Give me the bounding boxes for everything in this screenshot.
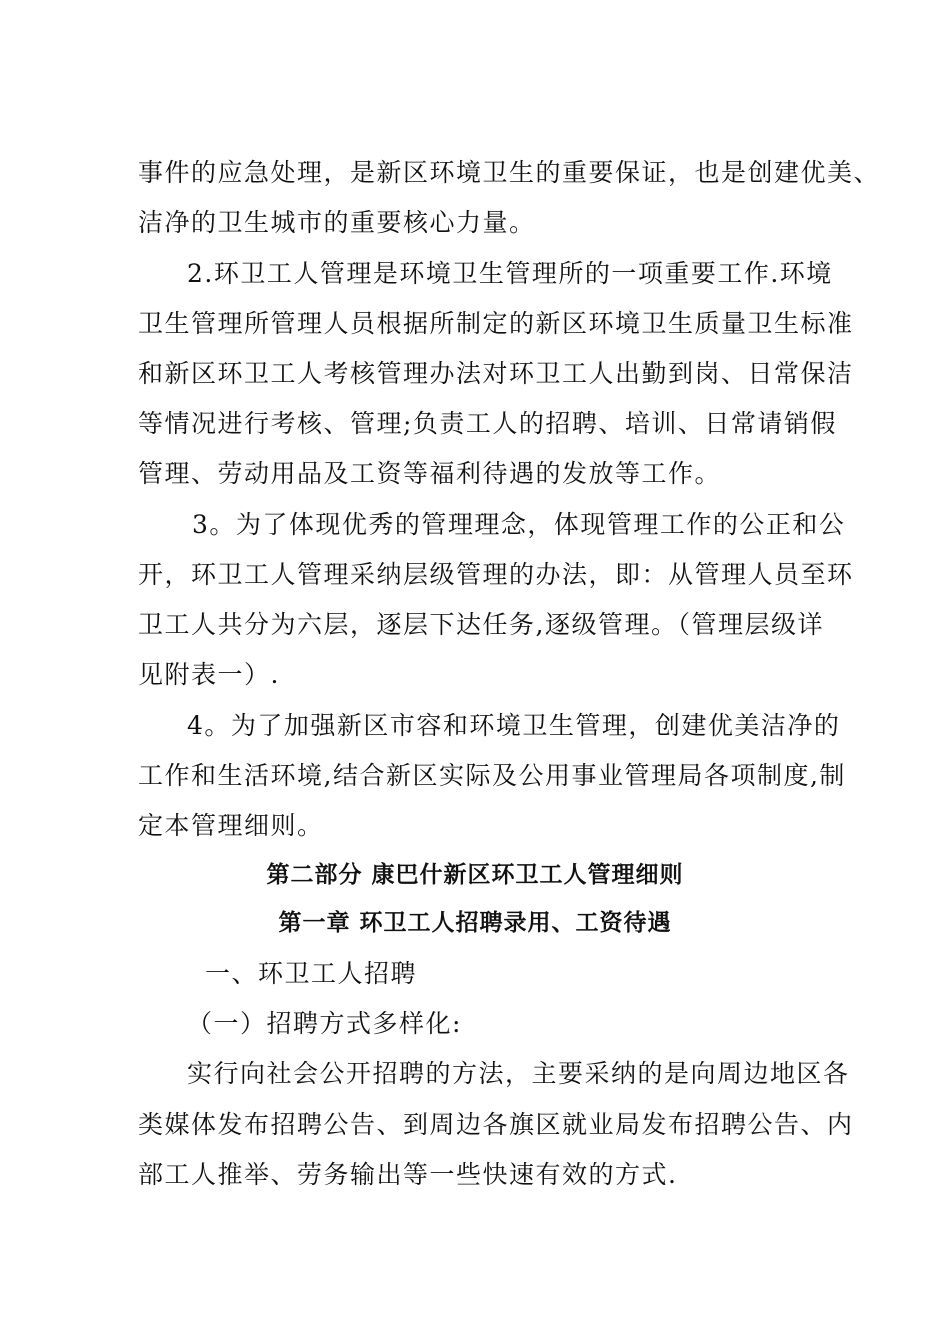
text-line: 工作和生活环境,结合新区实际及公用事业管理局各项制度,制 xyxy=(138,761,846,790)
subsection-heading: （一）招聘方式多样化: xyxy=(187,1009,462,1038)
text-line: 类媒体发布招聘公告、到周边各旗区就业局发布招聘公告、内 xyxy=(138,1110,854,1139)
text-line: 见附表一）. xyxy=(138,660,280,689)
section-heading: 一、环卫工人招聘 xyxy=(205,959,418,988)
part-heading: 第二部分 康巴什新区环卫工人管理细则 xyxy=(266,862,684,888)
text-line: 等情况进行考核、管理;负责工人的招聘、培训、日常请销假 xyxy=(138,409,837,438)
text-line: 4。为了加强新区市容和环境卫生管理，创建优美洁净的 xyxy=(187,711,841,740)
text-line: 管理、劳动用品及工资等福利待遇的发放等工作。 xyxy=(138,459,722,488)
text-line: 卫生管理所管理人员根据所制定的新区环境卫生质量卫生标准 xyxy=(138,309,854,338)
text-line: 事件的应急处理，是新区环境卫生的重要保证，也是创建优美、 xyxy=(138,158,881,187)
text-line: 定本管理细则。 xyxy=(138,811,324,840)
text-line: 洁净的卫生城市的重要核心力量。 xyxy=(138,208,536,237)
chapter-heading: 第一章 环卫工人招聘录用、工资待遇 xyxy=(278,910,672,936)
text-line: 实行向社会公开招聘的方法，主要采纳的是向周边地区各 xyxy=(187,1059,850,1088)
text-line: 3。为了体现优秀的管理理念，体现管理工作的公正和公 xyxy=(192,510,846,539)
text-line: 卫工人共分为六层，逐层下达任务,逐级管理。（管理层级详 xyxy=(138,610,824,639)
text-line: 2.环卫工人管理是环境卫生管理所的一项重要工作.环境 xyxy=(187,259,833,288)
text-line: 开，环卫工人管理采纳层级管理的办法，即：从管理人员至环 xyxy=(138,560,854,589)
text-line: 和新区环卫工人考核管理办法对环卫工人出勤到岗、日常保洁 xyxy=(138,359,854,388)
text-line: 部工人推举、劳务输出等一些快速有效的方式. xyxy=(138,1160,678,1189)
